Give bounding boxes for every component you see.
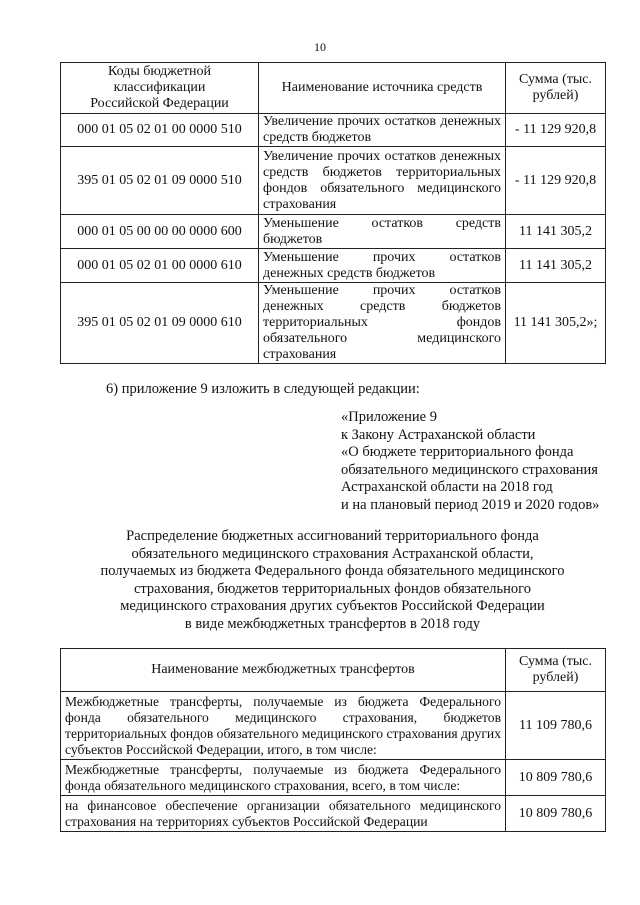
document-title-line: в виде межбюджетных трансфертов в 2018 году [184, 615, 481, 632]
header-budget-codes: Коды бюджетной классификации Российской Федерации [61, 63, 259, 114]
appendix-heading-line: Астраханской области на 2018 год [341, 479, 553, 495]
document-title [60, 528, 605, 634]
sum-cell: - 11 129 920,8 [506, 147, 606, 215]
sum-cell: 10 809 780,6 [506, 796, 606, 832]
budget-code-cell: 000 01 05 02 01 00 0000 610 [61, 249, 259, 283]
appendix-heading-line: «Приложение 9 [341, 409, 437, 425]
sources-table-header-row [61, 63, 606, 114]
transfers-table [60, 648, 606, 832]
source-name-cell: Уменьшение прочих остатков денежных средств бюджетов [259, 249, 506, 283]
source-name-cell: Увеличение прочих остатков денежных средств бюджетов территориальных фондов обязательного медицинского страхования [259, 147, 506, 215]
sum-cell: 11 141 305,2»; [506, 283, 606, 364]
appendix-heading-line: к Закону Астраханской области [341, 426, 536, 443]
header-source-name: Наименование источника средств [259, 63, 506, 114]
table-row [61, 692, 606, 760]
document-title-line: обязательного медицинского страхования Астраханской области, [131, 545, 534, 562]
page-number: 10 [314, 40, 326, 54]
document-title-line: страхования, бюджетов территориальных фондов обязательного [133, 580, 531, 597]
budget-code-cell: 000 01 05 00 00 00 0000 600 [61, 215, 259, 249]
source-name-cell: Уменьшение остатков средств бюджетов [259, 215, 506, 249]
document-title-line: получаемых из бюджета Федерального фонда обязательного медицинского [100, 563, 565, 580]
transfers-table-header-row [61, 649, 606, 692]
amendment-paragraph: 6) приложение 9 изложить в следующей редакции: [106, 381, 420, 397]
table-row [61, 249, 606, 283]
transfer-name-cell: на финансовое обеспечение организации обязательного медицинского страхования на территориях субъектов Российской Федерации [61, 796, 506, 832]
sum-cell: 10 809 780,6 [506, 760, 606, 796]
table-row [61, 114, 606, 147]
appendix-heading-line: и на плановый период 2019 и 2020 годов» [341, 496, 600, 513]
document-title-line: Распределение бюджетных ассигнований территориального фонда [126, 528, 539, 544]
header-sum: Сумма (тыс. рублей) [506, 63, 606, 114]
table-row [61, 215, 606, 249]
sum-cell: 11 141 305,2 [506, 215, 606, 249]
source-name-cell: Уменьшение прочих остатков денежных средств бюджетов территориальных фондов обязательного медицинского страхования [259, 283, 506, 364]
document-title-line: медицинского страхования других субъектов Российской Федерации [120, 598, 545, 615]
header-sum: Сумма (тыс. рублей) [506, 649, 606, 692]
appendix-heading-line: обязательного медицинского страхования [341, 461, 598, 478]
budget-code-cell: 395 01 05 02 01 09 0000 610 [61, 283, 259, 364]
transfer-name-cell: Межбюджетные трансферты, получаемые из бюджета Федерального фонда обязательного медицинского страхования, всего, в том числе: [61, 760, 506, 796]
table-row [61, 760, 606, 796]
table-row [61, 147, 606, 215]
source-name-cell: Увеличение прочих остатков денежных средств бюджетов [259, 114, 506, 147]
table-row [61, 283, 606, 364]
budget-code-cell: 000 01 05 02 01 00 0000 510 [61, 114, 259, 147]
sum-cell: 11 141 305,2 [506, 249, 606, 283]
sum-cell: 11 109 780,6 [506, 692, 606, 760]
sum-cell: - 11 129 920,8 [506, 114, 606, 147]
header-transfer-name: Наименование межбюджетных трансфертов [61, 649, 506, 692]
transfer-name-cell: Межбюджетные трансферты, получаемые из бюджета Федерального фонда обязательного медицинского страхования, бюджетов территориальных фондов обязательного медицинского страхования других субъектов Российской Федерации, итого, в том числе: [61, 692, 506, 760]
appendix-heading-line: «О бюджете территориального фонда [341, 444, 574, 460]
table-row [61, 796, 606, 832]
budget-code-cell: 395 01 05 02 01 09 0000 510 [61, 147, 259, 215]
sources-table [60, 62, 606, 364]
appendix-heading [341, 409, 599, 514]
